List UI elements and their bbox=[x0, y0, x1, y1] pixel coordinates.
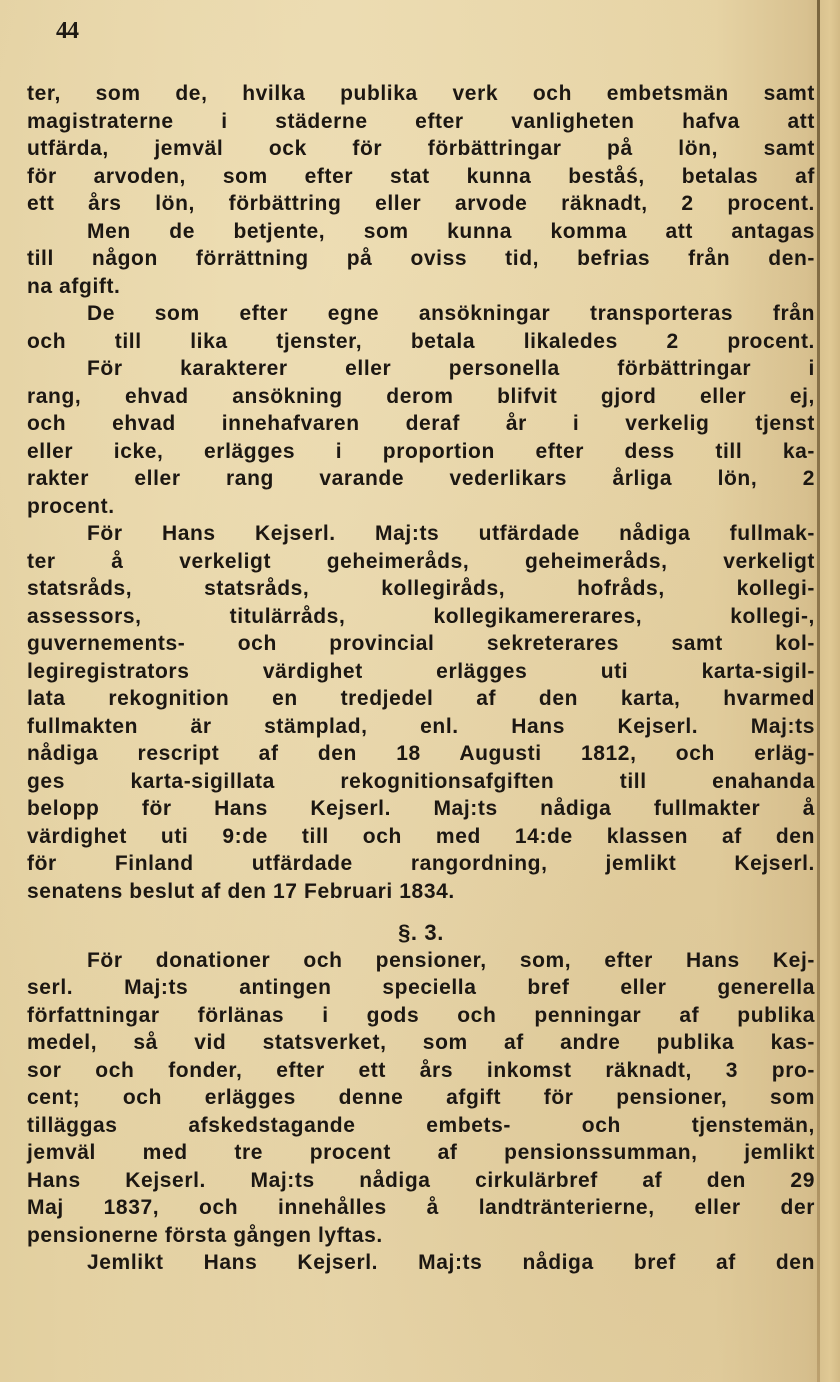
text-line: procent. bbox=[27, 494, 115, 518]
text-line: tilläggas afskedstagande embets- och tjenstemän, bbox=[27, 1113, 815, 1137]
text-line: jemväl med tre procent af pensionssumman, jemlikt bbox=[27, 1141, 815, 1164]
text-line: De som efter egne ansökningar transporteras från bbox=[87, 302, 815, 325]
text-line: belopp för Hans Kejserl. Maj:ts nådiga fullmakter å bbox=[27, 797, 815, 820]
text-line: författningar förlänas i gods och penningar af publika bbox=[27, 1003, 815, 1027]
text-line: sor och fonder, efter ett års inkomst räknadt, 3 pro- bbox=[27, 1058, 815, 1082]
text-line: eller icke, erlägges i proportion efter dess till ka- bbox=[27, 439, 815, 463]
text-line: legiregistrators värdighet erlägges uti karta-sigil- bbox=[27, 659, 815, 683]
text-line: statsråds, statsråds, kollegiråds, hofråds, kollegi- bbox=[27, 577, 815, 600]
text-line: för arvoden, som efter stat kunna beståś, betalas af bbox=[27, 164, 815, 188]
text-line: och ehvad innehafvaren deraf år i verkelig tjenst bbox=[27, 412, 815, 435]
text-line: rakter eller rang varande vederlikars årliga lön, 2 bbox=[27, 467, 815, 490]
paragraph-donationer bbox=[27, 947, 815, 1250]
text-line: Maj 1837, och innehålles å landtränterierne, eller der bbox=[27, 1196, 815, 1219]
body-text bbox=[27, 80, 815, 1277]
text-line: ter å verkeligt geheimeråds, geheimeråds, verkeligt bbox=[27, 549, 815, 573]
text-line: ges karta-sigillata rekognitionsafgiften till enahanda bbox=[27, 769, 815, 793]
paragraph-karakterer bbox=[27, 355, 815, 520]
text-line: och till lika tjenster, betala likaledes 2 procent. bbox=[27, 329, 815, 353]
paragraph-continuation bbox=[27, 80, 815, 218]
text-line: rang, ehvad ansökning derom blifvit gjord eller ej, bbox=[27, 384, 815, 408]
text-line: för Finland utfärdade rangordning, jemlikt Kejserl. bbox=[27, 852, 815, 875]
text-line: cent; och erlägges denne afgift för pensioner, som bbox=[27, 1086, 815, 1109]
page-edge bbox=[820, 0, 840, 1382]
text-line: na afgift. bbox=[27, 274, 121, 298]
text-line: guvernements- och provincial sekreterares samt kol- bbox=[27, 632, 815, 655]
text-line: ett års lön, förbättring eller arvode räknadt, 2 procent. bbox=[27, 192, 815, 215]
text-line: magistraterne i städerne efter vanligheten hafva att bbox=[27, 109, 815, 133]
paragraph-fullmakter bbox=[27, 520, 815, 905]
binding-shadow bbox=[817, 0, 820, 1382]
text-line: För Hans Kejserl. Maj:ts utfärdade nådiga fullmak- bbox=[87, 522, 815, 545]
text-line: lata rekognition en tredjedel af den karta, hvarmed bbox=[27, 687, 815, 710]
text-line: Hans Kejserl. Maj:ts nådiga cirkulärbref af den 29 bbox=[27, 1168, 815, 1192]
text-line: Men de betjente, som kunna komma att antagas bbox=[87, 219, 815, 243]
text-line: serl. Maj:ts antingen speciella bref eller generella bbox=[27, 976, 815, 999]
text-line: värdighet uti 9:de till och med 14:de klassen af den bbox=[27, 824, 815, 848]
text-line: senatens beslut af den 17 Februari 1834. bbox=[27, 879, 455, 903]
text-line: För donationer och pensioner, som, efter Hans Kej- bbox=[87, 948, 815, 972]
text-line: pensionerne första gången lyftas. bbox=[27, 1223, 383, 1247]
text-line: För karakterer eller personella förbättringar i bbox=[87, 357, 815, 380]
text-line: assessors, titulärråds, kollegikamererares, kollegi-, bbox=[27, 604, 815, 628]
text-line: fullmakten är stämplad, enl. Hans Kejserl. Maj:ts bbox=[27, 714, 815, 738]
section-heading: §. 3. bbox=[398, 920, 444, 945]
text-line: ter, som de, hvilka publika verk och embetsmän samt bbox=[27, 82, 815, 105]
text-line: till någon förrättning på oviss tid, befrias från den- bbox=[27, 247, 815, 270]
paragraph-transporteras bbox=[27, 300, 815, 355]
text-line: utfärda, jemväl ock för förbättringar på lön, samt bbox=[27, 137, 815, 160]
text-line: medel, så vid statsverket, som af andre publika kas- bbox=[27, 1031, 815, 1054]
paragraph-betjente bbox=[27, 218, 815, 301]
text-line: Jemlikt Hans Kejserl. Maj:ts nådiga bref af den bbox=[87, 1251, 815, 1274]
page-number: 44 bbox=[56, 18, 78, 44]
text-line: nådiga rescript af den 18 Augusti 1812, och erläg- bbox=[27, 742, 815, 765]
paragraph-jemlikt bbox=[27, 1249, 815, 1277]
